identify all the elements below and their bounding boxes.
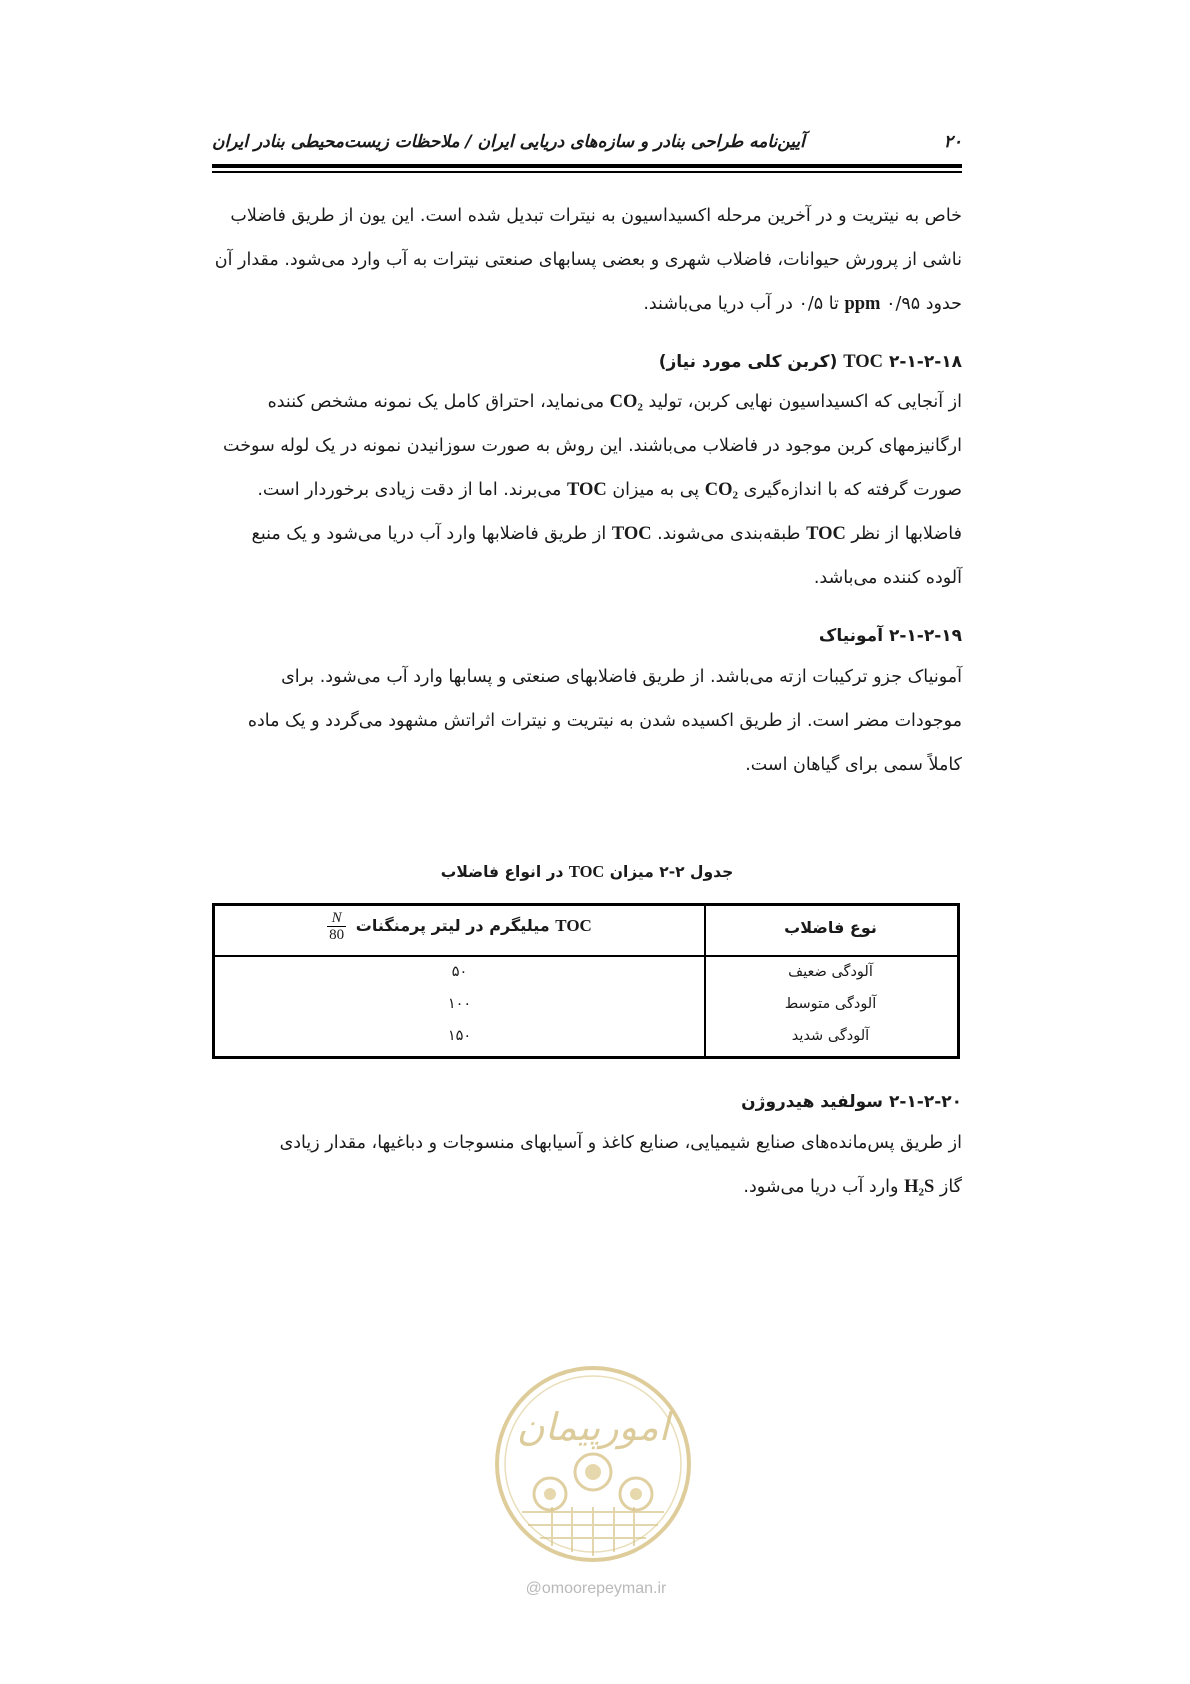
table-row-type: آلودگی متوسط [784, 996, 877, 1012]
column-header-toc: TOC میلیگرم در لیتر پرمنگنات $\frac{N}{80}$ [329, 910, 592, 943]
header-rule-thin [212, 171, 962, 173]
toc-table [212, 903, 960, 1059]
section-heading-toc: ۲-۱-۲-۱۸ TOC (کربن کلی مورد نیاز) [658, 352, 962, 372]
table-caption: جدول ۲-۲ میزان TOC در انواع فاضلاب [440, 862, 734, 881]
toc-line-2: ارگانیزمهای کربن موجود در فاضلاب می‌باشند. این روش به صورت سوزانیدن نمونه در یک لوله سوخت [223, 436, 962, 456]
section-heading-h2s: ۲-۱-۲-۲۰ سولفید هیدروژن [741, 1092, 962, 1112]
intro-line-2: ناشی از پرورش حیوانات، فاضلاب شهری و بعضی پسابهای صنعتی نیترات به آب وارد می‌شود. مقدار آن [214, 250, 962, 270]
header-rule-thick [212, 164, 962, 168]
watermark-logo-text: امورپیمان [516, 1405, 670, 1449]
table-row-toc: ۱۵۰ [447, 1028, 472, 1044]
table-row-type: آلودگی ضعیف [788, 964, 873, 980]
ammonia-line-2: موجودات مضر است. از طریق اکسیده شدن به نیتریت و نیترات اثراتش مشهود می‌گردد و یک ماده [247, 711, 962, 731]
page-number: ۲۰ [943, 132, 962, 152]
table-row-toc: ۵۰ [451, 964, 468, 980]
running-header [212, 128, 962, 162]
toc-line-3: صورت گرفته که با اندازه‌گیری CO₂ پی به میزان TOC می‌برند. اما از دقت زیادی برخوردار است. [257, 480, 962, 500]
ammonia-paragraph [212, 655, 962, 787]
h2s-line-1: از طریق پس‌مانده‌های صنایع شیمیایی، صنایع کاغذ و آسیابهای منسوجات و دباغیها، مقدار زیادی [279, 1133, 962, 1153]
watermark-logo [492, 1362, 694, 1567]
ppm-unit: ppm [844, 294, 881, 314]
running-title: آیین‌نامه طراحی بنادر و سازه‌های دریایی ایران / ملاحظات زیست‌محیطی بنادر ایران [212, 132, 805, 152]
intro-paragraph [212, 194, 962, 326]
table-row-type: آلودگی شدید [791, 1028, 870, 1044]
section-heading-ammonia: ۲-۱-۲-۱۹ آمونیاک [818, 626, 962, 646]
ammonia-line-1: آمونیاک جزو ترکیبات ازته می‌باشد. از طریق فاضلابهای صنعتی و پسابها وارد آب می‌شود. برای [281, 667, 962, 687]
ammonia-line-3: کاملاً سمی برای گیاهان است. [745, 755, 962, 775]
table-row-toc: ۱۰۰ [447, 996, 472, 1012]
column-header-type: نوع فاضلاب [784, 918, 877, 937]
toc-paragraph [212, 380, 962, 600]
intro-line-1: خاص به نیتریت و در آخرین مرحله اکسیداسیون به نیترات تبدیل شده است. این یون از طریق فاضلاب [230, 206, 962, 226]
intro-line-3: حدود ppm ۰/۹۵ تا ۰/۵ در آب دریا می‌باشند. [643, 294, 962, 314]
toc-line-5: آلوده کننده می‌باشد. [813, 568, 962, 588]
h2s-line-2: گاز H₂S وارد آب دریا می‌شود. [743, 1177, 962, 1197]
h2s-paragraph [212, 1121, 962, 1209]
header-divider [215, 955, 957, 957]
normality-fraction: $\frac{N}{80}$ [329, 910, 345, 943]
toc-line-1: از آنجایی که اکسیداسیون نهایی کربن، تولید CO₂ می‌نماید، احتراق کامل یک نمونه مشخص کننده [267, 392, 962, 412]
toc-line-4: فاضلابها از نظر TOC طبقه‌بندی می‌شوند. TOC از طریق فاضلابها وارد آب دریا می‌شود و یک منبع [251, 524, 962, 544]
watermark-site: @omoorepeyman.ir [525, 1580, 667, 1597]
